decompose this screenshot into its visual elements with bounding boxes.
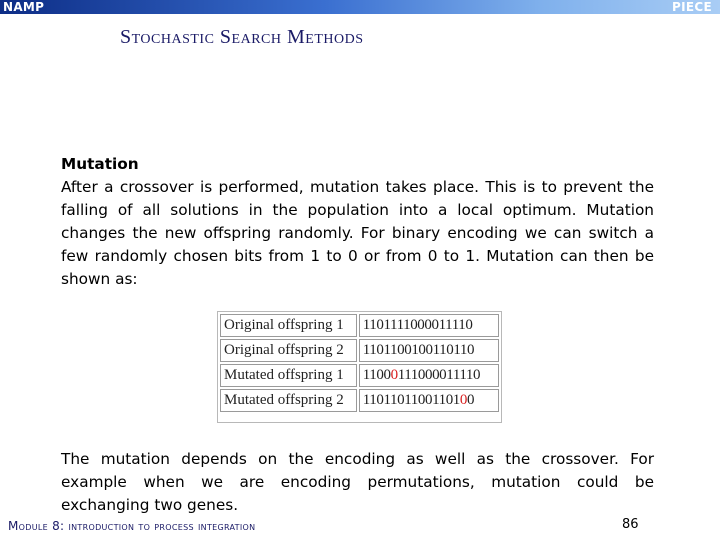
header-bar [0,0,720,14]
row-label: Original offspring 1 [220,314,357,337]
table-row [220,314,499,337]
table-row [220,364,499,387]
row-bits: 1101111000011110 [359,314,499,337]
bits-after-mutation: 111000011110 [397,367,481,383]
header-left-label: NAMP [3,0,45,14]
row-bits: 1101100100110110 [359,339,499,362]
footer-module-label: Module 8: introduction to process integration [8,519,256,533]
encoding-paragraph: The mutation depends on the encoding as well as the crossover. For example when we are encoding permutations, mutation could be exchanging two genes. [61,450,654,514]
row-bits [359,364,499,387]
row-label: Original offspring 2 [220,339,357,362]
section-heading: Mutation [61,155,139,173]
bits-before-mutation: 1100 [362,367,391,383]
row-label: Mutated offspring 2 [220,389,357,412]
mutation-table [217,311,502,423]
mutated-bit: 0 [459,392,468,408]
table-row [220,339,499,362]
table-row [220,389,499,412]
row-bits [359,389,499,412]
encoding-section [61,448,654,517]
row-label: Mutated offspring 1 [220,364,357,387]
mutation-paragraph: After a crossover is performed, mutation takes place. This is to prevent the falling of all solutions in the population into a local optimum. Mutation changes the new offspring randomly. For binary encoding we can switch a few randomly chosen bits from 1 to 0 or from 0 to 1. Mutation can then be shown as: [61,178,654,288]
page-number: 86 [622,517,639,532]
bits-after-mutation: 0 [467,392,475,408]
slide-title: Stochastic Search Methods [120,26,364,48]
header-right-label: PIECE [672,0,712,14]
mutation-section [61,153,654,291]
bits-before-mutation: 11011011001101 [362,392,460,408]
mutated-bit: 0 [390,367,398,383]
